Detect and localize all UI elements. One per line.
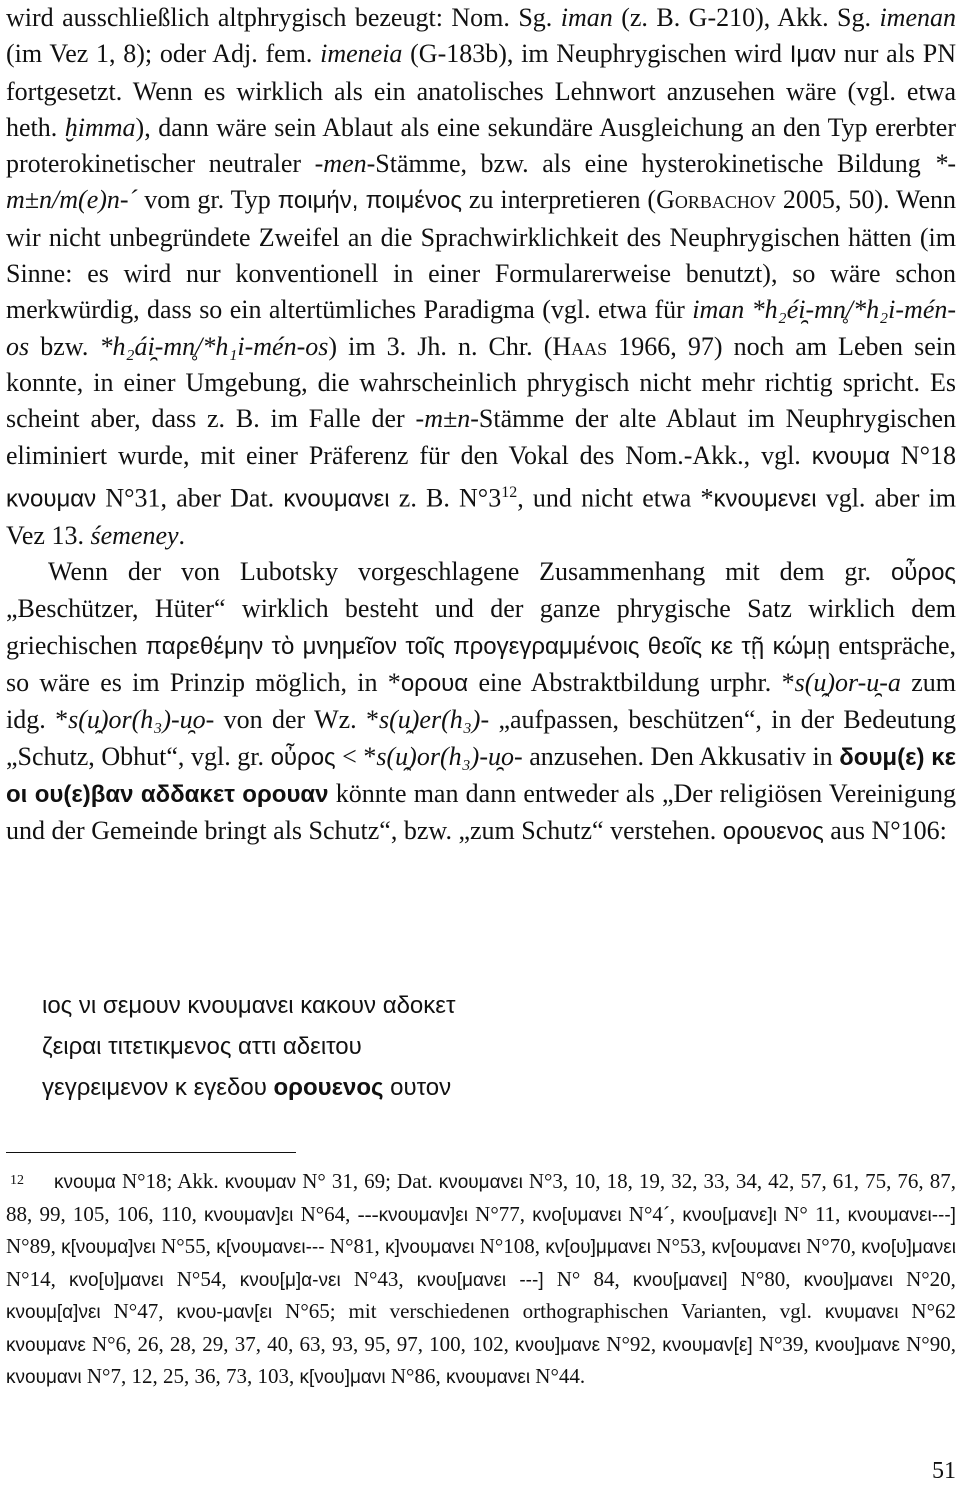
text-run: -m±n- [415, 404, 479, 434]
text-run: κνουμανε [6, 1334, 86, 1356]
text-run: παρεθέμην τὸ μνημεῖον τοῖς προγεγραμμένοις θεοῖς κε τῇ κώμῃ [145, 632, 831, 660]
text-run: (z. B. G-210), Akk. Sg. [612, 3, 880, 32]
text-run: κνου[μανει] [632, 1269, 728, 1291]
text-run: *-m±n/m(e)n-´ [6, 149, 957, 215]
text-run: κν[ου]μμανει [545, 1237, 651, 1258]
text-run: κνου-μαν[ει [176, 1302, 273, 1323]
text-run: N°43, [340, 1266, 417, 1291]
main-text [6, 0, 956, 850]
text-run: κνου[μανε]ι [682, 1204, 777, 1226]
text-run: ορουενος [722, 818, 824, 846]
text-run: Ιμαν [789, 41, 837, 69]
inscription-line [42, 985, 455, 1026]
text-run: δουμ(ε) κε οι ου(ε)βαν αδδακετ ορουαν [6, 743, 956, 808]
text-run: κνουμα [54, 1172, 116, 1193]
text-run: γεγρειμενον κ εγεδου [42, 1074, 274, 1101]
text-run: *h₂ái̯-mn̥/*h₁i-mén-os [99, 331, 329, 361]
text-run: κνουμαν[ε] [662, 1334, 753, 1356]
text-run: imeneia [320, 39, 403, 69]
text-run: N°86, [385, 1364, 446, 1388]
text-run: κνουμα [811, 442, 890, 470]
text-run: ουτον [383, 1074, 452, 1101]
text-run: κνο[υμανει [532, 1204, 622, 1226]
text-run: iman [692, 295, 745, 325]
text-run: 2005, 50). Wenn wir nicht unbegründete Zweifel an die Sprachwirklichkeit des Neuphrygischen hätten (im Sinne: es wird nur konventionell in einer Formularerweise benutzt), so wäre schon merkwürdig, dass so ein altertümliches Paradigma (vgl. etwa für [6, 185, 957, 325]
text-run: śemeney [90, 520, 179, 550]
text-run: N°62 [898, 1299, 956, 1323]
text-run: κνο[υ]μανει [68, 1269, 164, 1291]
text-run: 1966, 97) noch am Leben sein konnte, in einer Umgebung, die wahrscheinlich phrygisch nicht mehr richtig spricht. Es scheint aber, dass z. B. im Falle der [6, 331, 956, 434]
text-run: N°89, [6, 1234, 62, 1258]
text-run: κνυμανει [824, 1302, 899, 1323]
text-run: κνουμανει---] [847, 1204, 956, 1226]
text-run: οὖρος [890, 559, 956, 587]
page-number: 51 [932, 1458, 956, 1484]
text-run: Gorbachov [656, 185, 776, 215]
text-run: κ[νου]μανι [299, 1367, 386, 1388]
text-run: κ[νουμα]νει [61, 1237, 156, 1258]
text-run: zum idg. * [6, 668, 956, 735]
text-run: nur als PN fortgesetzt. Wenn es wirklich als ein anatolisches Lehnwort anzusehen wäre (vgl. etwa heth. [6, 39, 956, 142]
text-run: κνουμαν [6, 485, 97, 513]
text-run: anzusehen. Den Akkusativ in [522, 741, 840, 771]
text-run: N°6, 26, 28, 29, 37, 40, 63, 93, 95, 97, 100, 102, [85, 1331, 515, 1356]
text-run: κ[νουμανει--- [216, 1237, 325, 1258]
text-run: κνουμανι [6, 1367, 82, 1388]
text-run: N°54, [163, 1266, 240, 1291]
text-run: κνου[μ]α-νει [239, 1269, 341, 1291]
text-run: N°18 [889, 440, 956, 470]
text-run: Stämme der alte Ablaut im Neuphrygischen eliminiert wurde, mit einer Präferenz für den Vokal des Nom.-Akk., vgl. [6, 404, 957, 470]
text-run: (G-183b), im Neuphrygischen wird [402, 39, 790, 69]
text-run: κνουμαν]ει [204, 1204, 294, 1226]
text-run: iman [560, 3, 613, 32]
text-run: könnte man dann entweder als „Der religiösen Vereinigung und der Gemeinde bringt als Schutz“, bzw. „zum Schutz“ verstehen. [6, 778, 956, 846]
text-run: zu interpretieren ( [461, 185, 657, 215]
text-run: κνου[μανει ---] [416, 1269, 544, 1291]
text-run: Wenn der von Lubotsky vorgeschlagene Zusammenhang mit dem gr. [48, 557, 891, 587]
text-run: eine Abstraktbildung urphr. * [468, 668, 795, 697]
text-run: -men- [314, 149, 376, 179]
text-run: Haas [552, 331, 608, 361]
text-run: N°81, [324, 1234, 386, 1258]
paragraph-2 [6, 554, 956, 850]
text-run: κνου]μανε [814, 1334, 900, 1356]
text-run: Stämme, bzw. als eine hysterokinetische Bildung [375, 149, 935, 179]
text-run: ορουενος [273, 1074, 384, 1101]
text-run: N°70, [800, 1234, 862, 1258]
paragraph-1 [6, 0, 956, 554]
text-run: κνο[υ]μανει [861, 1237, 956, 1258]
text-run: N° 84, [543, 1266, 633, 1291]
text-run: ποιμήν, ποιμένος [277, 187, 462, 215]
text-run: N°3, 10, 18, 19, 32, 33, 34, 42, 57, 61, 75, 76, 87, 88, 99, 105, 106, 110, [6, 1169, 956, 1226]
text-run: imenan [879, 3, 956, 32]
text-run: (im Vez 1, 8); oder Adj. fem. [6, 39, 321, 69]
text-run: N°31, aber Dat. [96, 483, 284, 513]
text-run: s(u̯)or-u̯-a [794, 668, 901, 697]
text-run: „aufpassen, beschützen“, in der Bedeutung „Schutz, Obhut“, vgl. gr. [6, 705, 956, 771]
text-run: s(u̯)or(h₃)-u̯o- [68, 705, 215, 735]
text-run: N°90, [899, 1331, 956, 1356]
text-run: N°92, [600, 1331, 663, 1356]
text-run: von der Wz. * [214, 705, 379, 735]
text-run: κνουμαν]ει [378, 1204, 468, 1226]
text-run: s(u̯)er(h₃)- [379, 705, 490, 735]
text-run: κνουμενει [713, 485, 817, 513]
text-run: ) im 3. Jh. n. Chr. ( [328, 331, 553, 361]
text-run: οὖρος [270, 743, 336, 771]
text-run: ), dann wäre sein Ablaut als eine sekundäre Ausgleichung an den Typ ererbter proterokinetischer neutraler [6, 112, 956, 179]
text-run: κνουμανει [438, 1172, 523, 1193]
text-run: N° 11, [776, 1201, 848, 1226]
text-run: „Beschützer, Hüter“ wirklich besteht und der ganze phrygische Satz wirklich dem griechischen [6, 594, 956, 660]
text-run: κνου]μανε [515, 1334, 601, 1356]
text-run: ιος νι σεμουν κνουμανει κακουν αδοκετ [42, 992, 456, 1019]
text-run: bzw. [29, 331, 100, 361]
text-run: κνουμανει [283, 485, 390, 513]
text-run: N°4´, [621, 1201, 683, 1226]
text-run: N°55, [155, 1234, 217, 1258]
text-run [744, 295, 751, 324]
footnote [6, 1166, 956, 1394]
text-run: < * [335, 741, 377, 771]
text-run: κνουμαν [224, 1172, 297, 1193]
text-run: N°80, [727, 1266, 804, 1291]
inscription-line [42, 1067, 455, 1108]
footnote-marker: 12 [10, 1173, 24, 1188]
text-run: κ]νουμανει [385, 1237, 475, 1258]
text-run: N° 31, 69; Dat. [296, 1169, 439, 1193]
text-run: N°53, [650, 1234, 712, 1258]
text-run: z. B. N°3 [389, 483, 502, 513]
text-run: κνουμανει [445, 1367, 531, 1388]
text-run: N°18; Akk. [115, 1169, 225, 1193]
text-run: κνου]μανει [803, 1269, 893, 1291]
text-run: entspräche, so wäre es im Prinzip möglich, in * [6, 630, 956, 697]
footnote-separator [6, 1152, 296, 1153]
text-run: N°44. [530, 1364, 586, 1388]
text-run: N°108, [474, 1234, 546, 1258]
text-run: , und nicht etwa * [517, 483, 714, 513]
text-run: N°65; mit verschiedenen orthographischen Varianten, vgl. [272, 1299, 825, 1323]
text-run: ḫimma [64, 112, 136, 142]
text-run: vgl. aber im Vez 13. [6, 483, 956, 550]
text-run: ορουα [400, 670, 469, 697]
inscription-quote [42, 985, 455, 1108]
text-run: wird ausschließlich altphrygisch bezeugt: Nom. Sg. [6, 3, 561, 32]
text-run: vom gr. Typ [137, 185, 278, 215]
text-run: s(u̯)or(h₃)-u̯o- [376, 741, 523, 771]
footnote-text [6, 1169, 956, 1388]
text-run: N°77, [467, 1201, 533, 1226]
text-run: . [178, 520, 186, 550]
text-run: 12 [501, 483, 518, 501]
text-run: N°7, 12, 25, 36, 73, 103, [81, 1364, 300, 1388]
text-run: N°20, [892, 1266, 956, 1291]
text-run: aus N°106: [823, 816, 947, 846]
text-run: κνουμ[α]νει [6, 1302, 101, 1323]
text-run: N°64, --- [293, 1201, 379, 1226]
text-run: N°47, [100, 1299, 177, 1323]
inscription-line [42, 1026, 455, 1067]
text-run: N°14, [6, 1266, 69, 1291]
text-run: κν[ουμανει [711, 1237, 801, 1258]
text-run: ζειραι τιτετικμενος αττι αδειτου [42, 1033, 362, 1060]
text-run: N°39, [752, 1331, 815, 1356]
text-run: *h₂éi̯-mn̥/*h₂i-mén-os [6, 295, 957, 361]
